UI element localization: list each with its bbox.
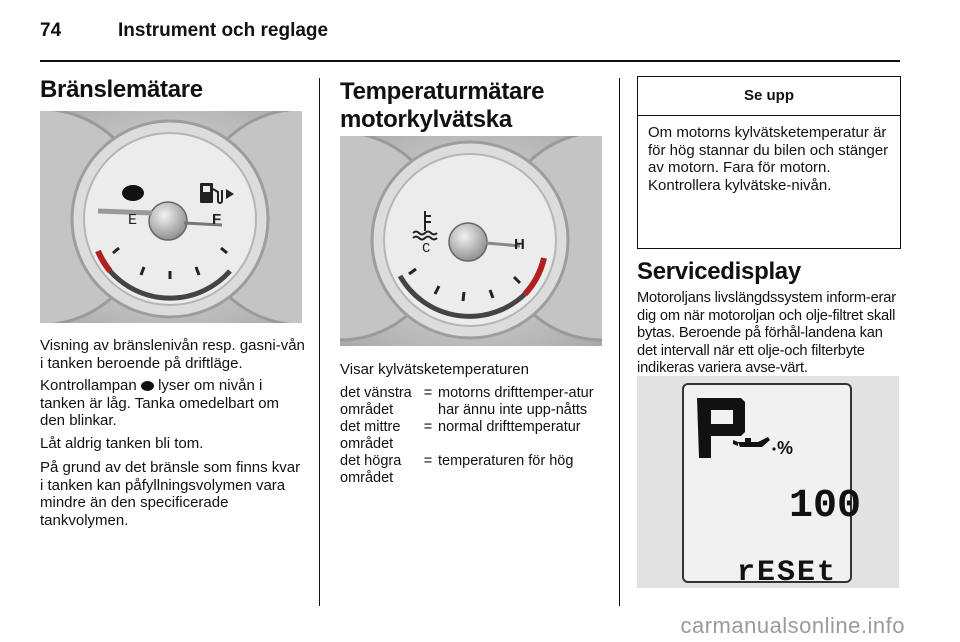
caution-text: Om motorns kylvätsketemperatur är för hög stannar du bilen och stänger av motorn. Fara för motorn. Kontrollera kylvätske-nivån. — [648, 124, 889, 194]
low-fuel-lamp-icon — [122, 185, 144, 201]
display-value: 100 — [789, 484, 862, 529]
range-separator: = — [423, 419, 433, 435]
watermark: carmanualsonline.info — [680, 613, 905, 638]
table-row — [340, 453, 612, 487]
temperature-gauge-heading: Temperaturmätare motorkylvätska — [340, 78, 545, 133]
service-paragraph: Motoroljans livslängdssystem inform-erar dig om när motoroljan och olje-filtret skall bytas. Beroende på förhål-landena kan det intervall när ett olje-och filterbyte indikeras variera avse-värt. — [637, 290, 896, 376]
temperature-intro: Visar kylvätsketemperaturen — [340, 361, 529, 378]
display-mode-text: P — [697, 458, 698, 459]
fuel-paragraph-1: Visning av bränslenivån resp. gasni-vån i tanken beroende på driftläge. — [40, 337, 305, 372]
cold-label: C — [422, 241, 431, 257]
range-term: det vänstra området — [340, 385, 412, 418]
fuel-paragraph-2-start: Kontrollampan — [40, 377, 137, 394]
full-label: F — [212, 211, 222, 228]
range-separator: = — [423, 453, 433, 469]
caution-box — [637, 76, 901, 249]
header-rule — [40, 60, 900, 62]
range-term: det högra området — [340, 453, 402, 486]
range-description: motorns drifttemper-atur har ännu inte upp-nåtts — [438, 385, 594, 418]
page-number: 74 — [40, 20, 62, 41]
percent-symbol: % — [777, 438, 794, 458]
service-display-heading: Servicedisplay — [637, 258, 801, 285]
fuel-paragraph-4: På grund av det bränsle som finns kvar i tanken kan påfyllningsvolymen vara mindre än den specificerade tankvolymen. — [40, 459, 301, 529]
range-separator: = — [423, 385, 433, 401]
column-divider-1 — [319, 78, 320, 606]
empty-label: E — [128, 212, 138, 229]
table-row — [340, 385, 612, 419]
range-description: normal drifttemperatur — [438, 419, 581, 435]
table-row — [340, 419, 612, 453]
warning-lamp-icon — [141, 381, 154, 391]
caution-title: Se upp — [638, 77, 900, 116]
fuel-gauge-heading: Bränslemätare — [40, 76, 203, 103]
display-message: rESEt — [737, 556, 838, 588]
fuel-paragraph-2-end: lyser om nivån i tanken är låg. Tanka omedelbart om den blinkar. — [40, 377, 280, 429]
temperature-gauge-image — [340, 136, 602, 346]
column-divider-2 — [619, 78, 620, 606]
page-header-title: Instrument och reglage — [118, 20, 329, 41]
hot-label: H — [514, 236, 525, 253]
temperature-ranges-table — [340, 385, 612, 487]
service-display-image — [637, 376, 899, 588]
fuel-paragraph-3: Låt aldrig tanken bli tom. — [40, 435, 204, 452]
fuel-gauge-image — [40, 111, 302, 323]
range-description: temperaturen för hög — [438, 453, 574, 469]
fuel-paragraph-2 — [40, 377, 305, 430]
range-term: det mittre området — [340, 419, 401, 452]
